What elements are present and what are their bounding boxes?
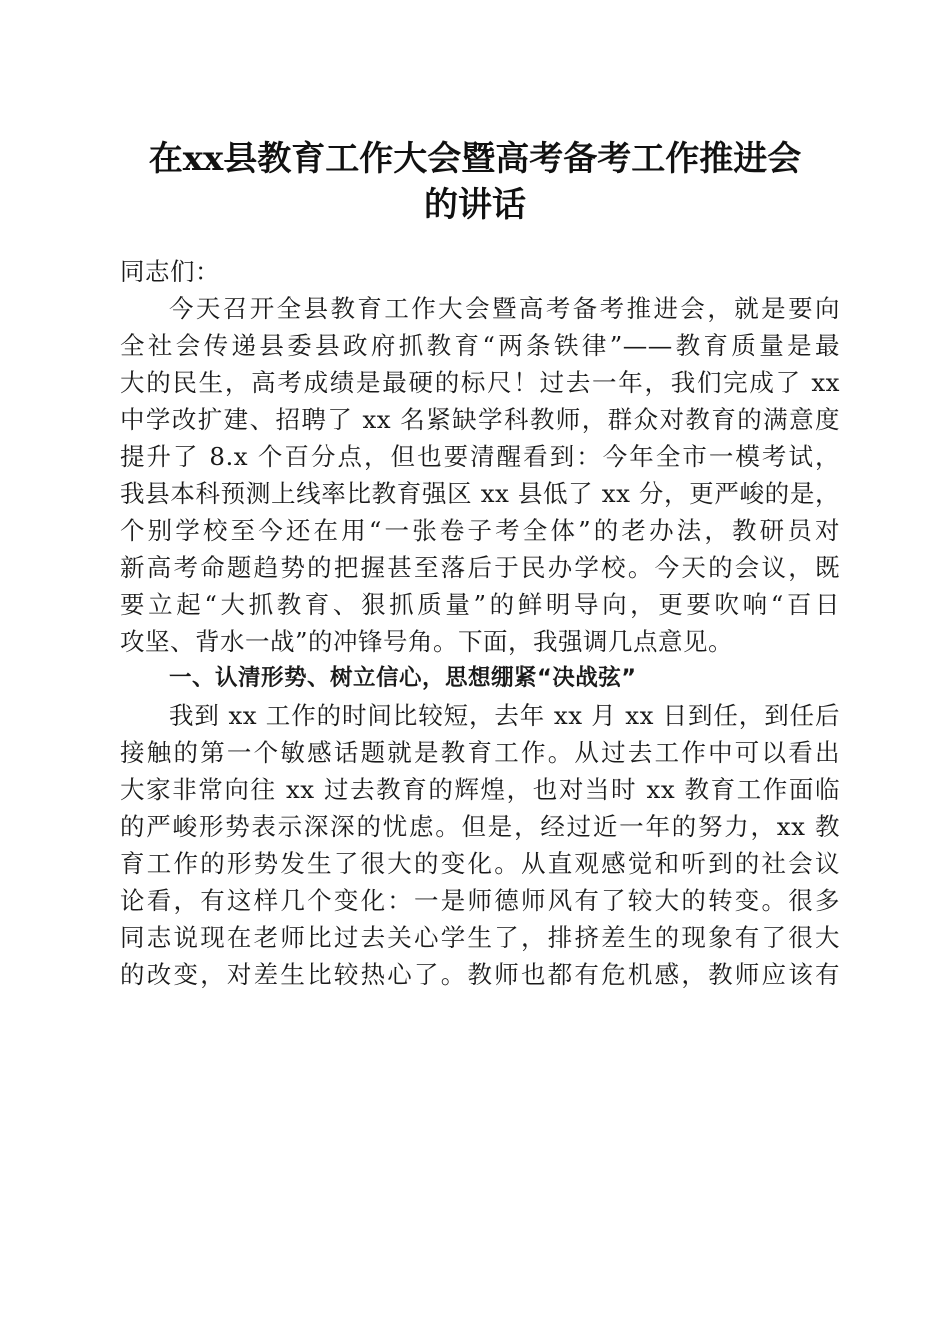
paragraph-line: 今天召开全县教育工作大会暨高考备考推进会，就是要向 (169, 294, 840, 323)
paragraph-line: 育工作的形势发生了很大的变化。从直观感觉和听到的社会议 (120, 849, 840, 878)
paragraph-line: 要立起“大抓教育、狠抓质量”的鲜明导向，更要吹响“百日 (120, 590, 840, 619)
paragraph-line: 中学改扩建、招聘了 xx 名紧缺学科教师，群众对教育的满意度 (120, 405, 840, 434)
title-line-2: 的讲话 (424, 185, 526, 225)
paragraph-line: 攻坚、背水一战”的冲锋号角。下面，我强调几点意见。 (120, 627, 734, 656)
title-line-1: 在xx县教育工作大会暨高考备考工作推进会 (148, 139, 802, 179)
paragraph-1 (120, 290, 840, 660)
document-body (120, 253, 840, 993)
paragraph-line: 提升了 8.x 个百分点，但也要清醒看到：今年全市一模考试， (120, 442, 840, 471)
salutation: 同志们： (120, 257, 220, 286)
paragraph-line: 大家非常向往 xx 过去教育的辉煌，也对当时 xx 教育工作面临 (120, 775, 840, 804)
section-heading: 一、认清形势、树立信心，思想绷紧“决战弦” (169, 665, 637, 691)
paragraph-line: 接触的第一个敏感话题就是教育工作。从过去工作中可以看出 (120, 738, 840, 767)
paragraph-line: 全社会传递县委县政府抓教育“两条铁律”——教育质量是最 (120, 331, 840, 360)
paragraph-line: 论看，有这样几个变化：一是师德师风有了较大的转变。很多 (120, 886, 840, 915)
paragraph-line: 我到 xx 工作的时间比较短，去年 xx 月 xx 日到任，到任后 (169, 701, 840, 730)
paragraph-2 (120, 697, 840, 993)
paragraph-line: 新高考命题趋势的把握甚至落后于民办学校。今天的会议，既 (120, 553, 840, 582)
paragraph-line: 个别学校至今还在用“一张卷子考全体”的老办法，教研员对 (120, 516, 840, 545)
document-title (80, 136, 870, 228)
paragraph-line: 我县本科预测上线率比教育强区 xx 县低了 xx 分，更严峻的是， (120, 479, 840, 508)
paragraph-line: 同志说现在老师比过去关心学生了，排挤差生的现象有了很大 (120, 923, 840, 952)
paragraph-line: 的改变，对差生比较热心了。教师也都有危机感，教师应该有 (120, 960, 840, 989)
paragraph-line: 大的民生，高考成绩是最硬的标尺！过去一年，我们完成了 xx (120, 368, 840, 397)
paragraph-line: 的严峻形势表示深深的忧虑。但是，经过近一年的努力，xx 教 (120, 812, 840, 841)
